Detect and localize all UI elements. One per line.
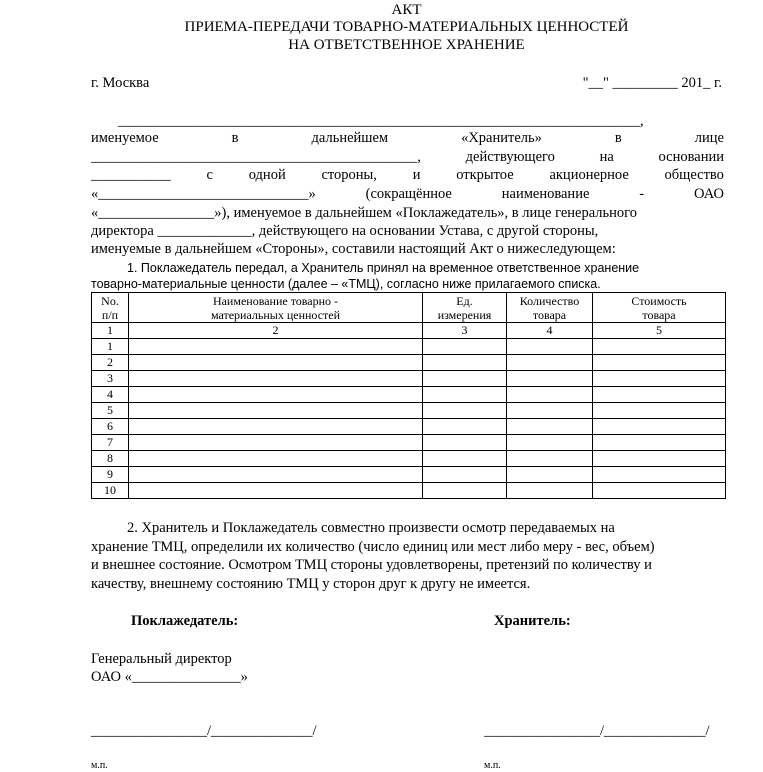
column-number-row: 1 2 3 4 5 (92, 323, 726, 339)
clause-2-line-3: и внешнее состояние. Осмотром ТМЦ стороны удовлетворены, претензий по количеству и (91, 557, 652, 573)
table-row: 2 (92, 355, 726, 371)
table-row: 8 (92, 451, 726, 467)
preamble-line-4: ___________ с одной стороны, и открытое акционерное общество (91, 167, 724, 183)
date: "__" _________ 201_ г. (582, 75, 722, 91)
column-header-number: No. п/п (92, 293, 129, 323)
depositor-position: Генеральный директор (91, 651, 232, 667)
table-row: 7 (92, 435, 726, 451)
document-title: АКТ (391, 2, 422, 18)
table-row: 1 (92, 339, 726, 355)
clause-1-line-1: 1. Поклажедатель передал, а Хранитель принял на временное ответственное хранение (127, 261, 640, 275)
table-row: 5 (92, 403, 726, 419)
table-row: 3 (92, 371, 726, 387)
custodian-heading: Хранитель: (494, 613, 571, 629)
document-subtitle-2: НА ОТВЕТСТВЕННОЕ ХРАНЕНИЕ (288, 37, 525, 53)
table-header-row (92, 293, 726, 323)
custodian-stamp-label: м.п. (484, 760, 501, 771)
preamble-line-5: «_____________________________» (сокращённое наименование - ОАО (91, 186, 724, 202)
clause-2-line-4: качеству, внешнему состоянию ТМЦ у сторон друг к другу не имеется. (91, 576, 531, 592)
preamble-line-8: именуемые в дальнейшем «Стороны», составили настоящий Акт о нижеследующем: (91, 241, 616, 257)
depositor-heading: Поклажедатель: (131, 613, 239, 629)
table-row: 4 (92, 387, 726, 403)
clause-2-line-2: хранение ТМЦ, определили их количество (число единиц или мест либо меру - вес, объем) (91, 539, 655, 555)
document-subtitle: ПРИЕМА-ПЕРЕДАЧИ ТОВАРНО-МАТЕРИАЛЬНЫХ ЦЕННОСТЕЙ (184, 19, 629, 35)
table-row: 6 (92, 419, 726, 435)
goods-table (91, 292, 726, 499)
depositor-signature-line: ________________/______________/ (91, 723, 317, 739)
column-header-unit: Ед. измерения (423, 293, 507, 323)
clause-1-line-2: товарно-материальные ценности (далее – «ТМЦ), согласно ниже прилагаемого списка. (91, 277, 601, 291)
depositor-organization: ОАО «_______________» (91, 669, 248, 685)
column-header-cost: Стоимость товара (593, 293, 726, 323)
depositor-stamp-label: м.п. (91, 760, 108, 771)
preamble-line-7: директора _____________, действующего на основании Устава, с другой стороны, (91, 223, 599, 239)
custodian-signature-line: ________________/______________/ (484, 723, 710, 739)
preamble-line-6: «________________»), именуемое в дальнейшем «Поклажедатель», в лице генерального (91, 205, 637, 221)
table-row: 9 (92, 467, 726, 483)
preamble-line-3: _____________________________________________, действующего на основании (91, 149, 724, 165)
place: г. Москва (91, 75, 150, 91)
preamble-line-1: ________________________________________________________________________, (118, 113, 644, 129)
column-header-name: Наименование товарно - материальных ценностей (129, 293, 423, 323)
preamble-line-2: именуемое в дальнейшем «Хранитель» в лице (91, 130, 724, 146)
table-row: 10 (92, 483, 726, 499)
column-header-quantity: Количество товара (507, 293, 593, 323)
clause-2-line-1: 2. Хранитель и Поклажедатель совместно произвести осмотр передаваемых на (127, 520, 615, 536)
